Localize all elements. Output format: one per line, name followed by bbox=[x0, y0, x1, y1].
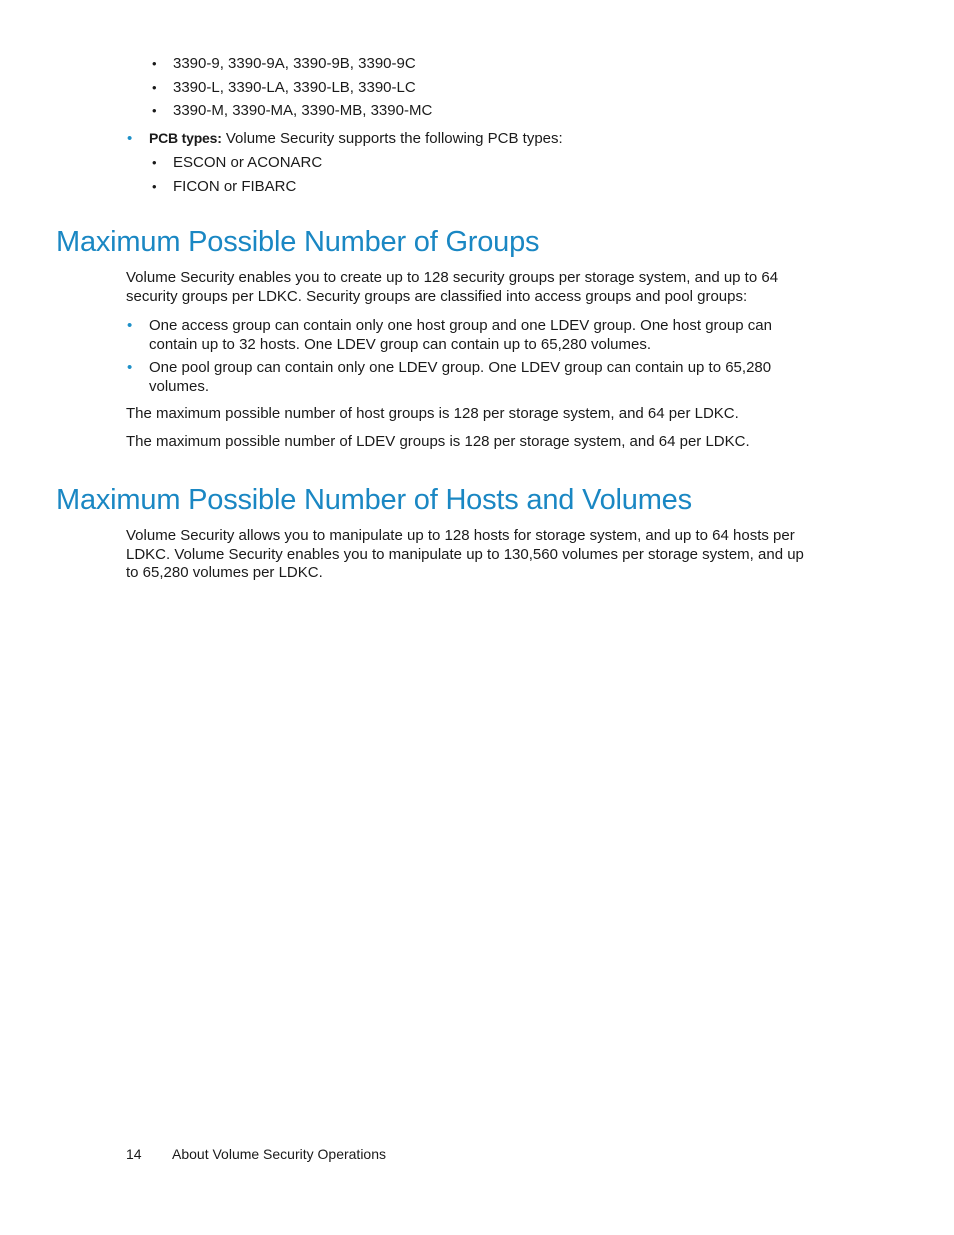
list-item: • ESCON or ACONARC bbox=[152, 154, 323, 171]
bullet-icon: • bbox=[127, 359, 133, 376]
section-heading-hosts-volumes: Maximum Possible Number of Hosts and Volumes bbox=[56, 484, 692, 516]
bullet-icon: • bbox=[152, 56, 157, 71]
pcb-types-list bbox=[126, 129, 801, 148]
list-item: • One pool group can contain only one LDEV group. One LDEV group can contain up to 65,280 volumes. bbox=[127, 359, 772, 395]
list-item: • 3390-9, 3390-9A, 3390-9B, 3390-9C bbox=[152, 55, 416, 72]
device-type-list bbox=[150, 54, 850, 125]
section-heading-groups: Maximum Possible Number of Groups bbox=[56, 226, 540, 258]
bullet-icon: • bbox=[152, 178, 157, 194]
list-item: • FICON or FIBARC bbox=[152, 177, 297, 195]
groups-bullet-list bbox=[126, 316, 801, 396]
pcb-types-label: PCB types: bbox=[149, 130, 222, 146]
footer-title: About Volume Security Operations bbox=[172, 1146, 387, 1162]
list-item bbox=[126, 129, 801, 148]
bullet-icon: • bbox=[152, 103, 157, 118]
ldev-groups-paragraph: The maximum possible number of LDEV groups is 128 per storage system, and 64 per LDKC. bbox=[126, 433, 750, 450]
groups-intro-paragraph: Volume Security enables you to create up to 128 security groups per storage system, and up to 64 security groups per LDKC. Security groups are classified into access groups and pool groups: bbox=[126, 269, 779, 305]
bullet-icon: • bbox=[152, 79, 157, 95]
page-footer bbox=[126, 1145, 386, 1163]
bullet-icon: • bbox=[152, 155, 157, 170]
pcb-types-text: Volume Security supports the following PCB types: bbox=[221, 130, 563, 147]
list-item: • 3390-L, 3390-LA, 3390-LB, 3390-LC bbox=[152, 78, 416, 96]
host-groups-paragraph: The maximum possible number of host groups is 128 per storage system, and 64 per LDKC. bbox=[126, 405, 739, 422]
page-number: 14 bbox=[126, 1146, 142, 1162]
hosts-volumes-paragraph: Volume Security allows you to manipulate up to 128 hosts for storage system, and up to 64 hosts per LDKC. Volume Security enables you to manipulate up to 130,560 volumes per storage system, and up to 65,280 volumes per LDKC. bbox=[126, 527, 804, 581]
list-item: • One access group can contain only one host group and one LDEV group. One host group can contain up to 32 hosts. One LDEV group can contain up to 65,280 volumes. bbox=[127, 317, 772, 353]
pcb-type-sublist bbox=[150, 153, 850, 200]
list-item: • 3390-M, 3390-MA, 3390-MB, 3390-MC bbox=[152, 102, 433, 119]
bullet-icon: • bbox=[127, 317, 133, 334]
bullet-icon: • bbox=[127, 130, 133, 147]
